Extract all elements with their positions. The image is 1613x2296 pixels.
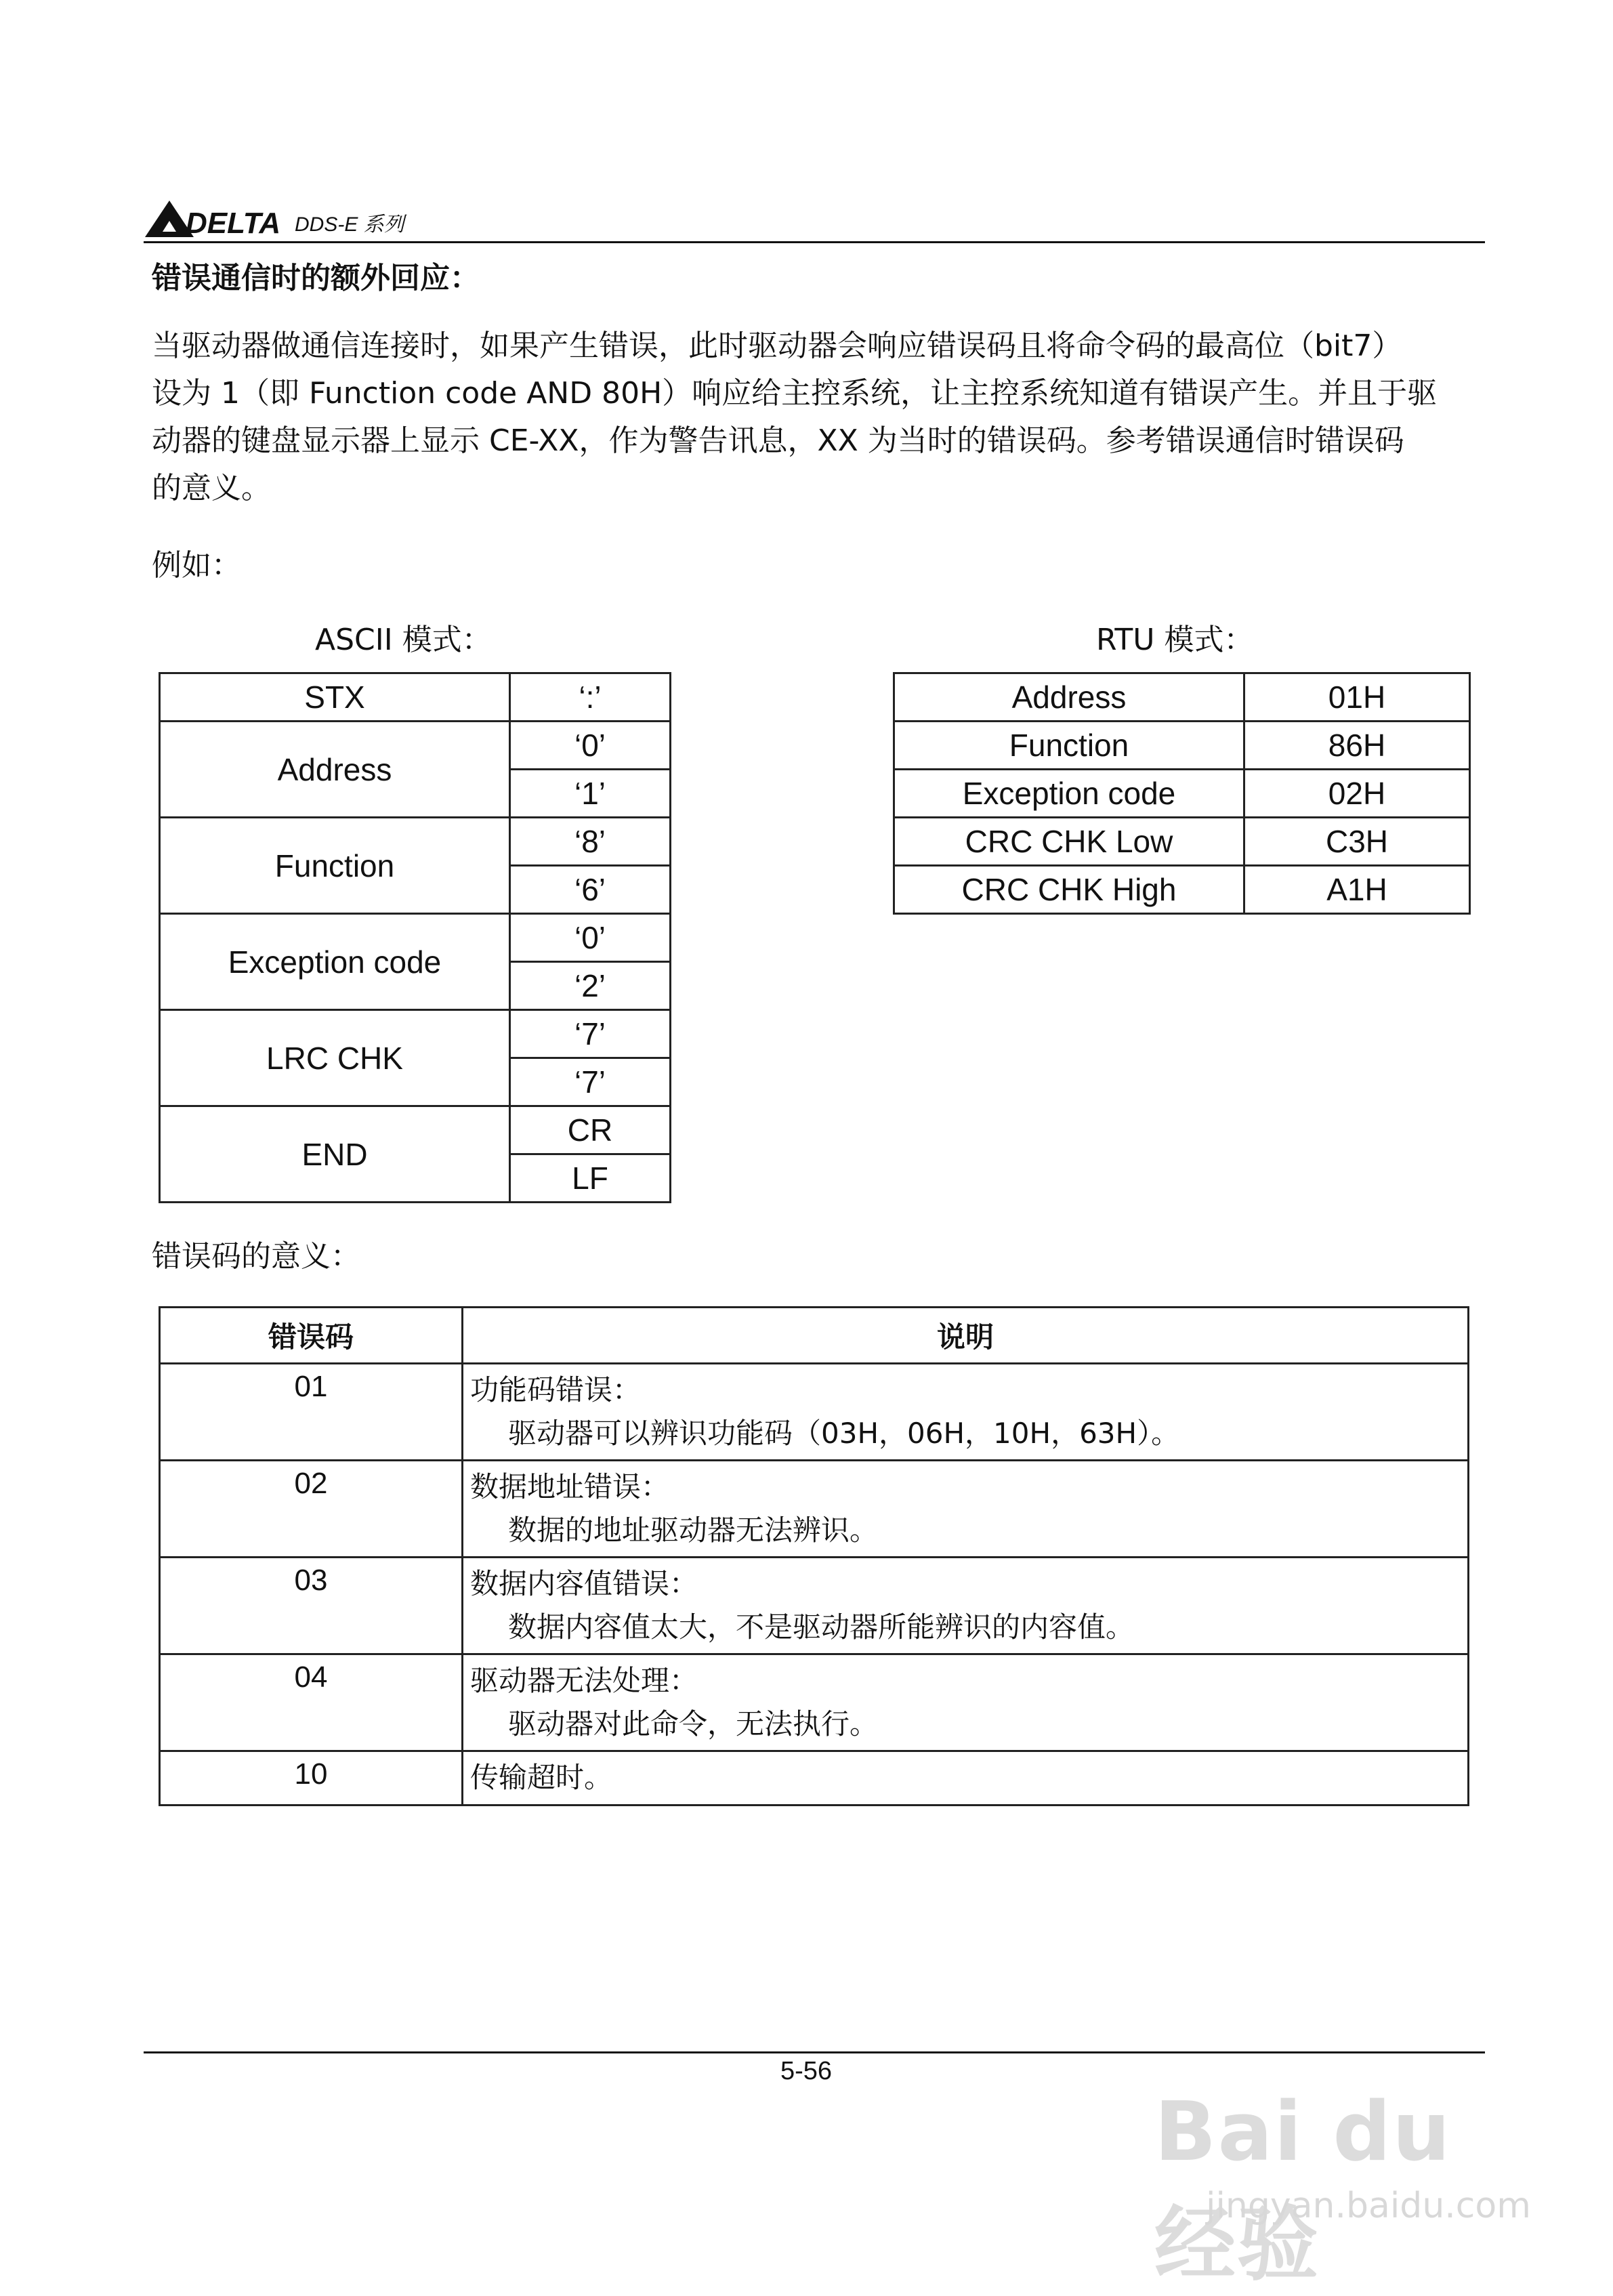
error-desc-cell bbox=[463, 1364, 1469, 1461]
error-code-table bbox=[159, 1306, 1469, 1806]
table-row bbox=[894, 770, 1470, 818]
error-title: 数据内容值错误： bbox=[470, 1567, 698, 1600]
field-cell: STX bbox=[160, 673, 510, 722]
example-label: 例如： bbox=[152, 548, 241, 583]
table-row bbox=[160, 914, 671, 962]
table-row bbox=[160, 818, 671, 866]
error-detail: 驱动器对此命令，无法执行。 bbox=[508, 1707, 879, 1740]
error-title: 传输超时。 bbox=[470, 1761, 613, 1794]
header-rule bbox=[144, 241, 1485, 243]
error-desc-cell bbox=[463, 1461, 1469, 1558]
value-cell: ‘:’ bbox=[510, 673, 671, 722]
table-row bbox=[160, 1010, 671, 1058]
brand-text: DELTA bbox=[186, 207, 281, 238]
error-code-cell: 02 bbox=[160, 1461, 463, 1558]
ascii-frame-table bbox=[159, 672, 671, 1203]
field-cell: LRC CHK bbox=[160, 1010, 510, 1106]
value-cell: ‘8’ bbox=[510, 818, 671, 866]
value-cell: C3H bbox=[1244, 818, 1470, 866]
value-cell: 01H bbox=[1244, 673, 1470, 722]
value-cell: CR bbox=[510, 1106, 671, 1154]
error-desc-cell bbox=[463, 1558, 1469, 1654]
value-cell: LF bbox=[510, 1154, 671, 1203]
rtu-frame-table bbox=[893, 672, 1471, 915]
rtu-caption: RTU 模式： bbox=[1096, 623, 1254, 657]
field-cell: Address bbox=[894, 673, 1244, 722]
value-cell: ‘7’ bbox=[510, 1058, 671, 1106]
table-row bbox=[160, 1558, 1469, 1654]
field-cell: Function bbox=[894, 722, 1244, 770]
field-cell: CRC CHK Low bbox=[894, 818, 1244, 866]
intro-line: 设为 1（即 Function code AND 80H）响应给主控系统，让主控系统知道有错误产生。并且于驱 bbox=[152, 376, 1438, 411]
table-row bbox=[160, 1106, 671, 1154]
value-cell: A1H bbox=[1244, 866, 1470, 914]
intro-line: 当驱动器做通信连接时，如果产生错误，此时驱动器会响应错误码且将命令码的最高位（bit7） bbox=[152, 329, 1402, 363]
table-row bbox=[160, 1461, 1469, 1558]
error-code-cell: 01 bbox=[160, 1364, 463, 1461]
value-cell: ‘2’ bbox=[510, 962, 671, 1010]
value-cell: ‘1’ bbox=[510, 770, 671, 818]
field-cell: CRC CHK High bbox=[894, 866, 1244, 914]
watermark-logo-text: Bai du 经验 bbox=[1154, 2085, 1452, 2292]
intro-paragraph bbox=[152, 322, 1490, 512]
error-detail: 驱动器可以辨识功能码（03H，06H，10H，63H）。 bbox=[508, 1417, 1180, 1450]
table-row bbox=[160, 722, 671, 770]
intro-line: 动器的键盘显示器上显示 CE-XX，作为警告讯息，XX 为当时的错误码。参考错误通信时错误码 bbox=[152, 423, 1404, 458]
field-cell: Exception code bbox=[160, 914, 510, 1010]
delta-logo bbox=[144, 198, 293, 238]
delta-triangle-icon bbox=[144, 198, 293, 238]
error-desc-cell bbox=[463, 1751, 1469, 1806]
table-row bbox=[160, 673, 671, 722]
ascii-caption: ASCII 模式： bbox=[315, 623, 492, 657]
error-code-cell: 10 bbox=[160, 1751, 463, 1806]
table-row bbox=[894, 722, 1470, 770]
footer-rule bbox=[144, 2051, 1485, 2053]
baidu-watermark bbox=[1152, 2085, 1531, 2292]
header-desc: 说明 bbox=[463, 1308, 1469, 1364]
field-cell: END bbox=[160, 1106, 510, 1203]
series-label: DDS-E 系列 bbox=[295, 213, 404, 236]
error-code-cell: 03 bbox=[160, 1558, 463, 1654]
field-cell: Function bbox=[160, 818, 510, 914]
value-cell: 02H bbox=[1244, 770, 1470, 818]
error-title: 数据地址错误： bbox=[470, 1470, 670, 1503]
page-number: 5-56 bbox=[780, 2057, 833, 2085]
table-row bbox=[160, 1654, 1469, 1751]
table-row bbox=[160, 1364, 1469, 1461]
value-cell: ‘0’ bbox=[510, 722, 671, 770]
field-cell: Exception code bbox=[894, 770, 1244, 818]
value-cell: 86H bbox=[1244, 722, 1470, 770]
error-desc-cell bbox=[463, 1654, 1469, 1751]
section-title: 错误通信时的额外回应： bbox=[152, 261, 480, 295]
table-row bbox=[894, 866, 1470, 914]
field-cell: Address bbox=[160, 722, 510, 818]
table-row bbox=[894, 673, 1470, 722]
table-header-row bbox=[160, 1308, 1469, 1364]
error-detail: 数据内容值太大，不是驱动器所能辨识的内容值。 bbox=[508, 1610, 1135, 1644]
value-cell: ‘6’ bbox=[510, 866, 671, 914]
error-title: 驱动器无法处理： bbox=[470, 1664, 698, 1697]
table-row bbox=[160, 1751, 1469, 1806]
table-row bbox=[894, 818, 1470, 866]
watermark-url: jingyan.baidu.com bbox=[1206, 2186, 1531, 2226]
errors-caption: 错误码的意义： bbox=[152, 1239, 360, 1274]
intro-line: 的意义。 bbox=[152, 471, 271, 505]
error-detail: 数据的地址驱动器无法辨识。 bbox=[508, 1514, 879, 1547]
header-code: 错误码 bbox=[160, 1308, 463, 1364]
value-cell: ‘0’ bbox=[510, 914, 671, 962]
value-cell: ‘7’ bbox=[510, 1010, 671, 1058]
error-code-cell: 04 bbox=[160, 1654, 463, 1751]
error-title: 功能码错误： bbox=[470, 1373, 642, 1406]
